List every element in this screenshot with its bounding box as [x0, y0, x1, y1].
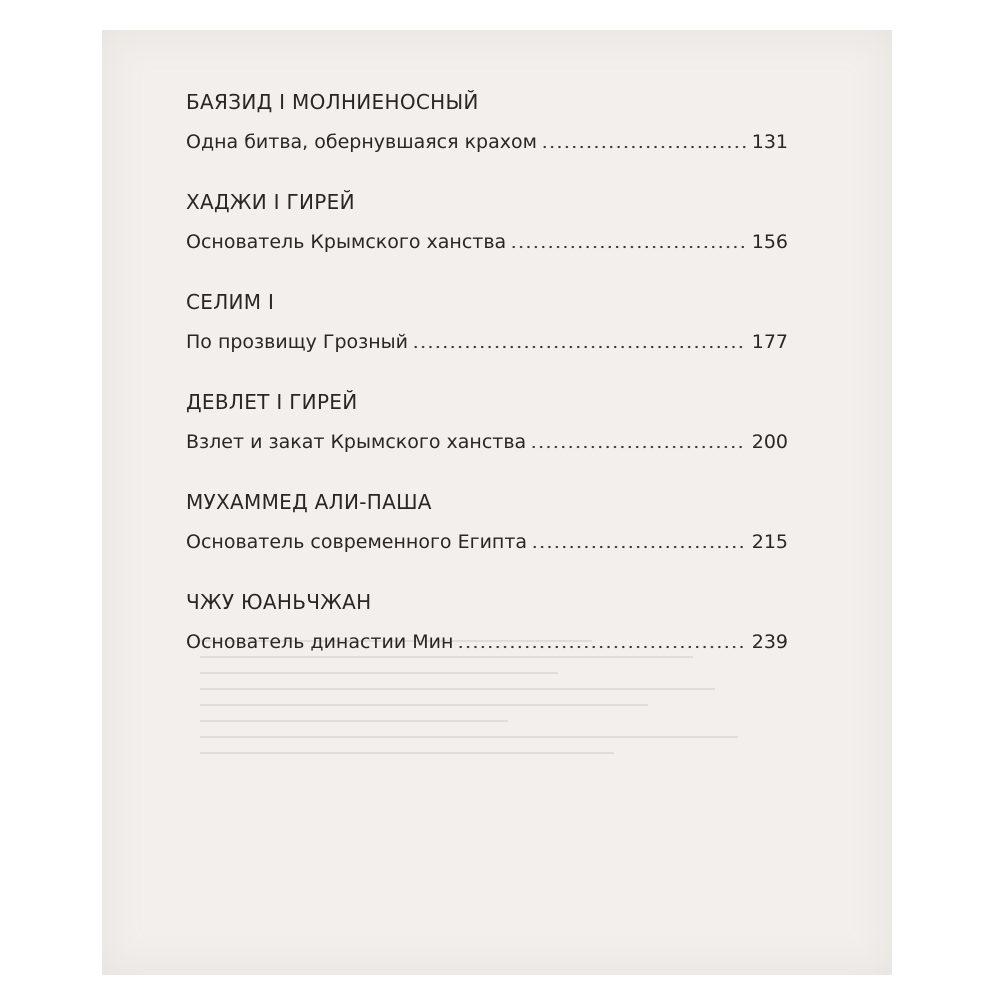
dot-leader: [510, 245, 746, 249]
toc-entry: [186, 88, 788, 188]
toc-entry: [186, 488, 788, 588]
dot-leader: [530, 445, 746, 449]
toc-entry: [186, 588, 788, 688]
toc-entry: [186, 288, 788, 388]
toc-entry-subtitle: Одна битва, обернувшаяся крахом: [186, 131, 537, 153]
toc-entry-name: СЕЛИМ I: [186, 290, 275, 314]
dot-leader: [412, 345, 746, 349]
toc-entry-page-number: 200: [751, 431, 788, 453]
toc-entry: [186, 188, 788, 288]
dot-leader: [541, 145, 746, 149]
toc-entry-name: ЧЖУ ЮАНЬЧЖАН: [186, 590, 372, 614]
toc-entry-line: [186, 428, 788, 456]
toc-entry-name: ХАДЖИ I ГИРЕЙ: [186, 190, 355, 214]
toc-entry-subtitle: Взлет и закат Крымского ханства: [186, 431, 527, 453]
toc-entry-subtitle: Основатель современного Египта: [186, 531, 528, 553]
toc-entry-name: ДЕВЛЕТ I ГИРЕЙ: [186, 390, 358, 414]
dot-leader: [457, 645, 745, 649]
toc-entry-page-number: 239: [751, 631, 788, 653]
toc-entry-page-number: 156: [751, 231, 788, 253]
toc-entry-line: [186, 528, 788, 556]
toc-entry-line: [186, 128, 788, 156]
toc-entry-line: [186, 328, 788, 356]
toc-entry-subtitle: Основатель династии Мин: [186, 631, 454, 653]
toc-entry-page-number: 177: [751, 331, 788, 353]
toc-entry-line: [186, 628, 788, 656]
toc-entry-name: МУХАММЕД АЛИ-ПАША: [186, 490, 432, 514]
toc-entry-line: [186, 228, 788, 256]
dot-leader: [531, 545, 746, 549]
table-of-contents: [186, 88, 788, 688]
toc-entry-subtitle: Основатель Крымского ханства: [186, 231, 507, 253]
toc-entry-page-number: 131: [751, 131, 788, 153]
toc-entry-subtitle: По прозвищу Грозный: [186, 331, 409, 353]
toc-entry-name: БАЯЗИД I МОЛНИЕНОСНЫЙ: [186, 90, 479, 114]
toc-entry-page-number: 215: [751, 531, 788, 553]
toc-entry: [186, 388, 788, 488]
